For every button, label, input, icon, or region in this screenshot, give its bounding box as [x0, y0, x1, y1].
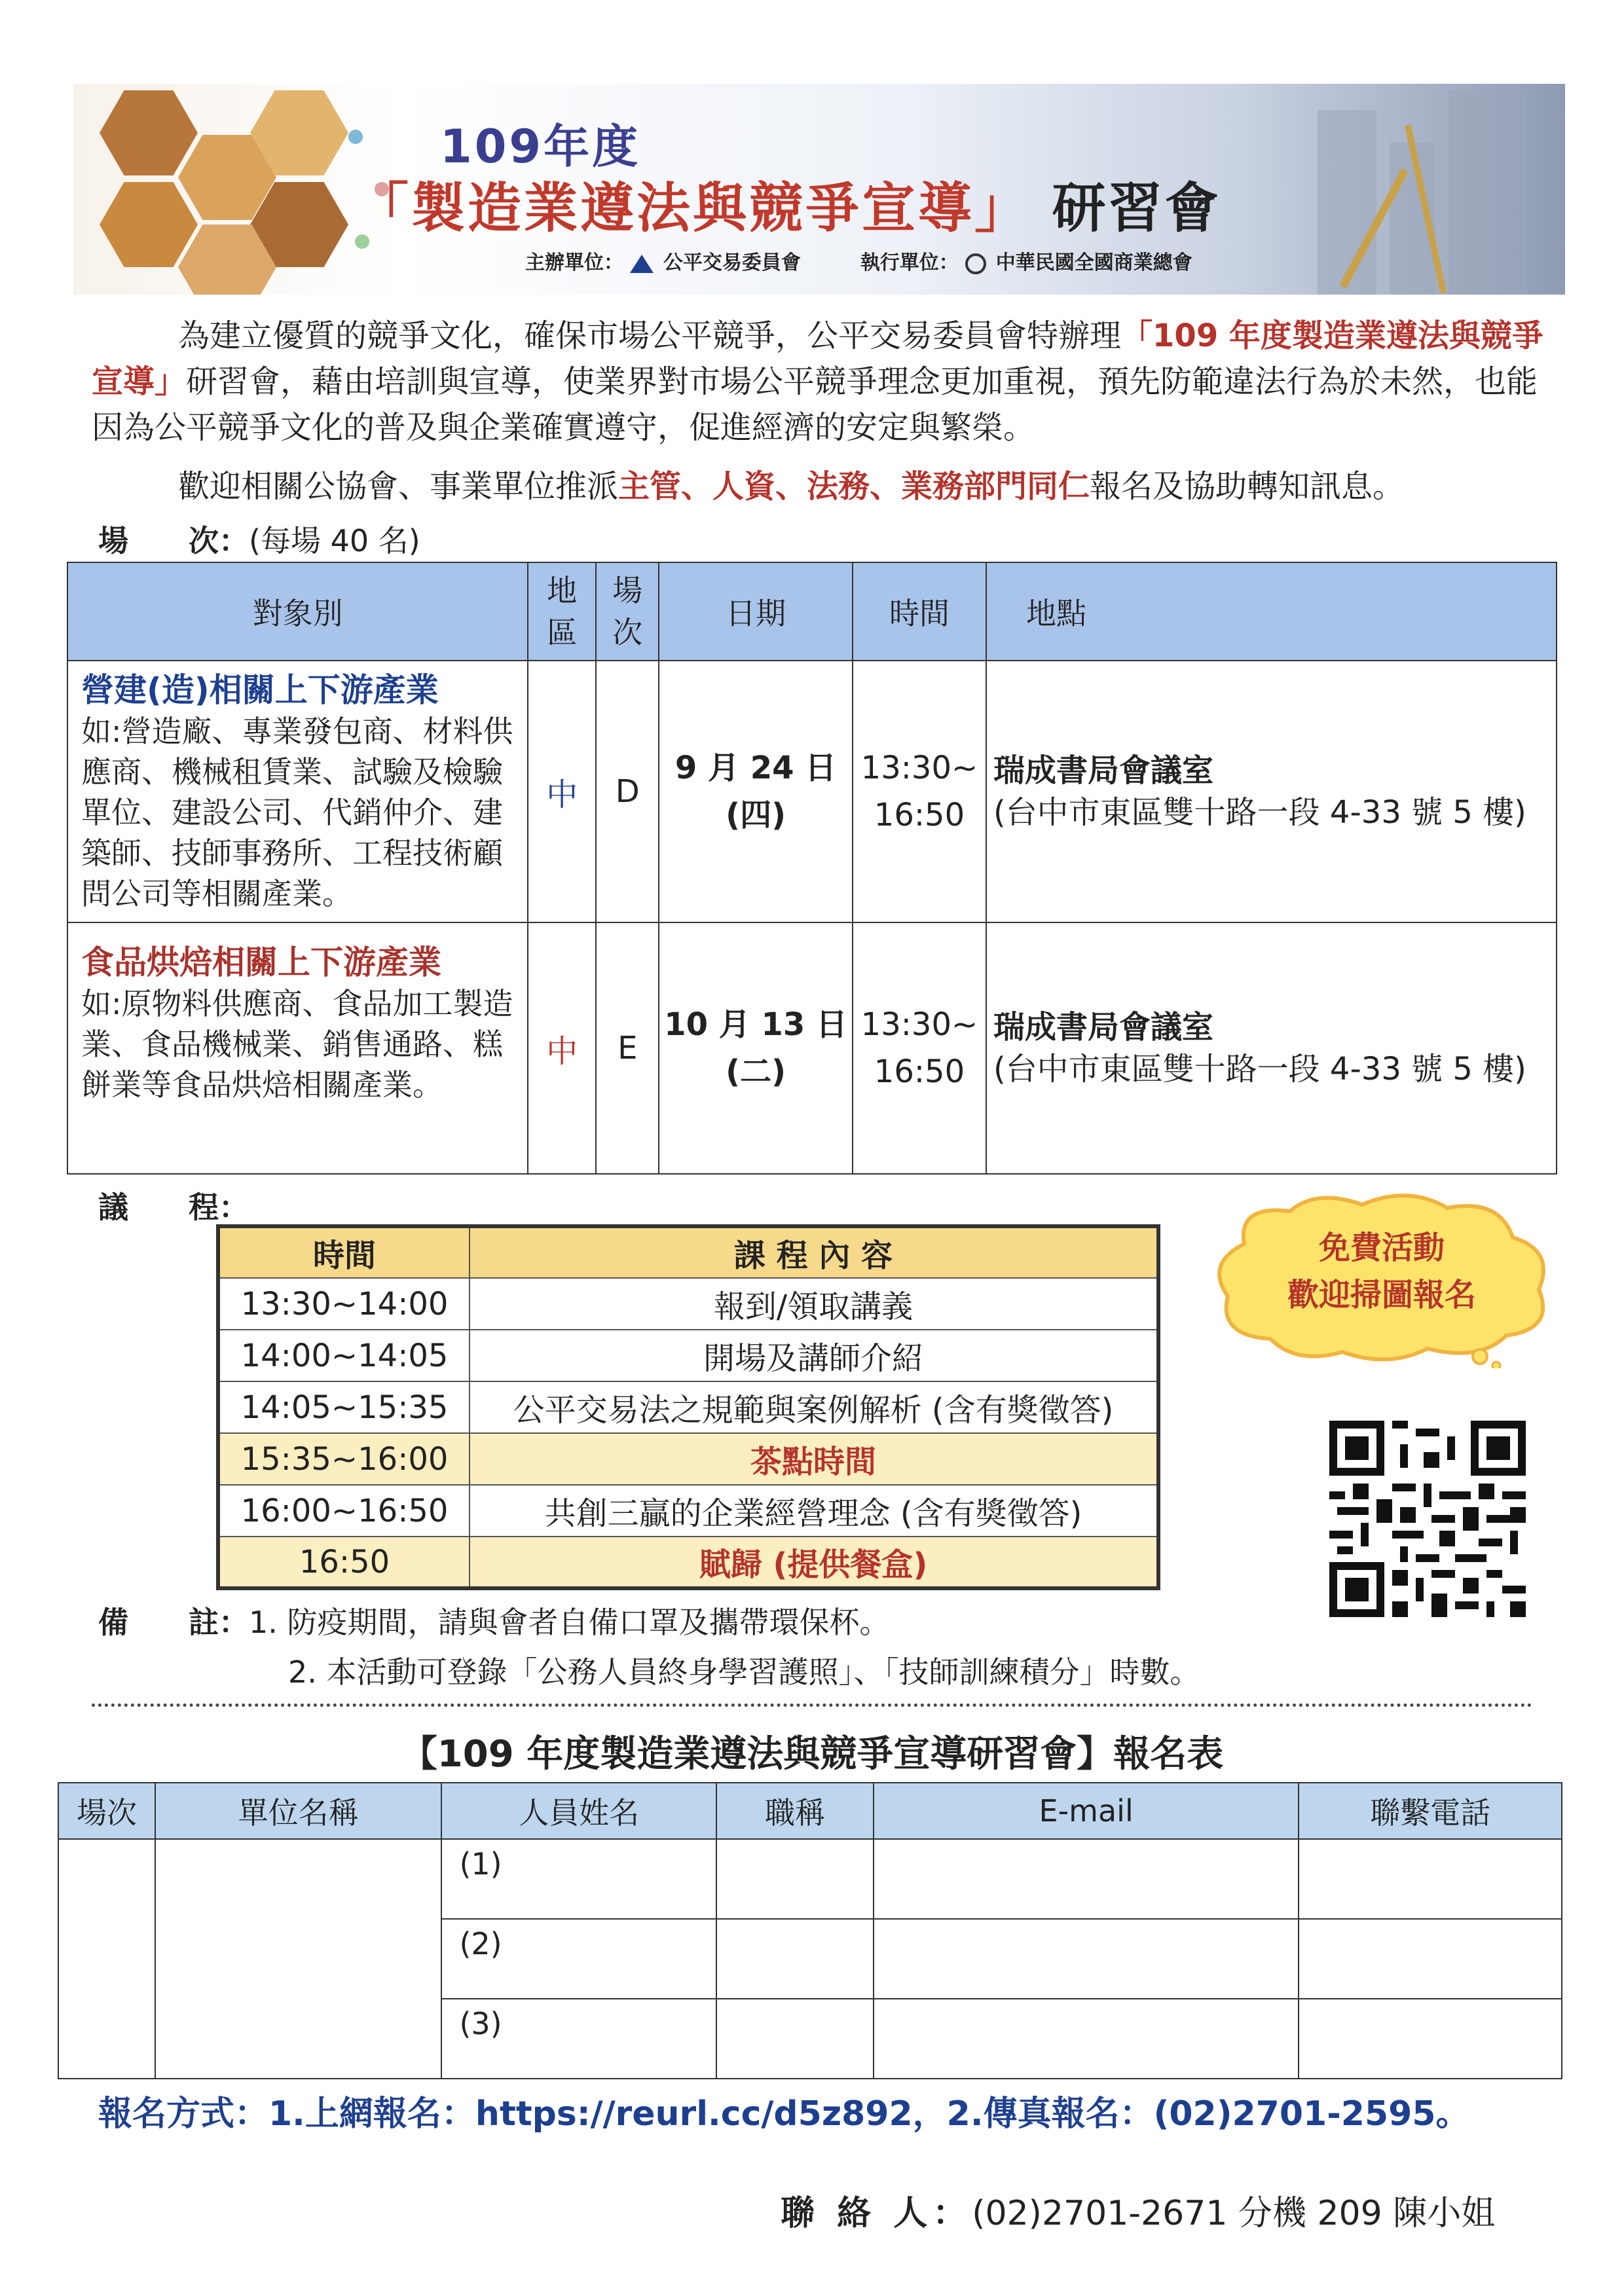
weekday-text: (二) [726, 1053, 786, 1090]
executor-label: 執行單位： [860, 251, 959, 274]
header-region: 地區 [528, 562, 596, 661]
form-email-field[interactable] [874, 1839, 1299, 1919]
executor-name: 中華民國全國商業總會 [995, 251, 1192, 274]
form-header-phone: 聯繫電話 [1299, 1783, 1562, 1839]
table-row [67, 922, 1557, 1174]
building-image [1318, 110, 1376, 295]
form-title-field[interactable] [716, 1919, 874, 1999]
header-time: 時間 [853, 562, 986, 661]
form-header-name: 人員姓名 [441, 1783, 716, 1839]
weekday-text: (四) [726, 797, 786, 833]
notes-section [98, 1597, 890, 1647]
agenda-content: 共創三贏的企業經營理念 (含有獎徵答) [470, 1485, 1158, 1537]
date-cell [659, 922, 853, 1174]
banner-year: 109年度 [440, 120, 641, 173]
agenda-row [218, 1381, 1158, 1433]
note-1: 1. 防疫期間，請與會者自備口罩及攜帶環保杯。 [249, 1605, 890, 1640]
form-row [58, 1839, 1562, 1919]
agenda-time: 16:50 [218, 1537, 470, 1588]
form-title: 【109 年度製造業遵法與競爭宣導研習會】報名表 [400, 1733, 1224, 1776]
qr-code[interactable] [1329, 1421, 1526, 1617]
form-name-field[interactable]: (2) [441, 1919, 716, 1999]
form-unit-field[interactable] [155, 1839, 442, 2079]
date-text: 10 月 13 日 [664, 1006, 847, 1043]
time-cell [853, 661, 986, 922]
pastry-image [100, 182, 198, 267]
header-date: 日期 [659, 562, 853, 661]
banner-title [355, 166, 1221, 242]
intro-highlight: 「109 年度製造業遵法與競爭宣導」 [92, 318, 1543, 400]
table-header-row [67, 562, 1557, 661]
form-name-field[interactable]: (3) [441, 1999, 716, 2079]
target-title: 營建(造)相關上下游產業 [81, 671, 439, 709]
agenda-row [218, 1485, 1158, 1537]
intro-text: 歡迎相關公協會、事業單位推派 [178, 468, 619, 505]
target-description: 如:原物料供應商、食品加工製造業、食品機械業、銷售通路、糕餅業等食品烘焙相關產業。 [81, 986, 513, 1102]
table-row [67, 661, 1557, 922]
agenda-time: 13:30~14:00 [218, 1278, 470, 1330]
agenda-content: 開場及講師介紹 [470, 1330, 1158, 1381]
time-start: 13:30~ [860, 750, 978, 786]
header-venue: 地點 [986, 562, 1557, 661]
target-cell [67, 922, 528, 1174]
agenda-label: 議 程： [98, 1190, 249, 1225]
date-text: 9 月 24 日 [674, 750, 837, 786]
contact-label: 聯 絡 人： [781, 2194, 972, 2233]
date-cell [659, 661, 853, 922]
bubble-text [1225, 1224, 1539, 1319]
intro-paragraph-2 [92, 464, 1545, 509]
organizer-name: 公平交易委員會 [663, 251, 801, 274]
form-session-field[interactable] [58, 1839, 155, 2079]
form-email-field[interactable] [874, 1999, 1299, 2079]
time-end: 16:50 [874, 797, 965, 833]
registration-method[interactable]: 報名方式：1.上網報名：https://reurl.cc/d5z892，2.傳真報名：(02)2701-2595。 [98, 2094, 1470, 2134]
intro-text: 為建立優質的競爭文化，確保市場公平競爭，公平交易委員會特辦理 [178, 318, 1122, 354]
form-phone-field[interactable] [1299, 1999, 1562, 2079]
agenda-header-time: 時間 [218, 1226, 470, 1278]
venue-address: (台中市東區雙十路一段 4-33 號 5 樓) [993, 1051, 1526, 1087]
bubble-line-1: 免費活動 [1318, 1230, 1445, 1266]
target-cell [67, 661, 528, 922]
commerce-logo-icon [965, 253, 986, 274]
agenda-time: 14:05~15:35 [218, 1381, 470, 1433]
agenda-header-content: 課 程 內 容 [470, 1226, 1158, 1278]
form-title-field[interactable] [716, 1839, 874, 1919]
registration-form-table [58, 1782, 1562, 2079]
form-title-field[interactable] [716, 1999, 874, 2079]
organizer-label: 主辦單位： [525, 251, 623, 274]
agenda-content: 茶點時間 [470, 1433, 1158, 1485]
form-header-unit: 單位名稱 [155, 1783, 442, 1839]
agenda-content: 公平交易法之規範與案例解析 (含有獎徵答) [470, 1381, 1158, 1433]
header-target: 對象別 [67, 562, 528, 661]
banner-title-main: 「製造業遵法與競爭宣導」 [355, 177, 1031, 240]
ftc-logo-icon [630, 255, 654, 273]
bubble-line-2: 歡迎掃圖報名 [1287, 1277, 1476, 1313]
notes-label: 備 註： [98, 1605, 249, 1640]
form-header-row [58, 1783, 1562, 1839]
intro-text: 研習會，藉由培訓與宣導，使業界對市場公平競爭理念更加重視，預先防範違法行為於未然，也能因為公平競爭文化的普及與企業確實遵守，促進經濟的安定與繁榮。 [92, 363, 1538, 446]
agenda-row [218, 1278, 1158, 1330]
target-title: 食品烘焙相關上下游產業 [81, 943, 441, 981]
venue-address: (台中市東區雙十路一段 4-33 號 5 樓) [993, 794, 1526, 831]
form-header-session: 場次 [58, 1783, 155, 1839]
venue-cell [986, 922, 1557, 1174]
form-phone-field[interactable] [1299, 1839, 1562, 1919]
form-header-title: 職稱 [716, 1783, 874, 1839]
target-description: 如:營造廠、專業發包商、材料供應商、機械租賃業、試驗及檢驗單位、建設公司、代銷仲介、建築師、技師事務所、工程技術顧問公司等相關產業。 [81, 714, 513, 911]
venue-name: 瑞成書局會議室 [993, 1009, 1213, 1046]
sessions-label-prefix: 場 次： [98, 523, 249, 558]
agenda-content: 賦歸 (提供餐盒) [470, 1537, 1158, 1588]
agenda-row [218, 1537, 1158, 1588]
header-banner [73, 84, 1565, 295]
time-start: 13:30~ [860, 1006, 978, 1043]
intro-text: 報名及協助轉知訊息。 [1090, 468, 1405, 505]
agenda-table [216, 1224, 1160, 1590]
venue-name: 瑞成書局會議室 [993, 752, 1213, 789]
banner-organizers [525, 246, 1192, 275]
sessions-label-note: (每場 40 名) [249, 523, 420, 558]
region-cell: 中 [528, 922, 596, 1174]
form-name-field[interactable]: (1) [441, 1839, 716, 1919]
intro-paragraph-1 [92, 313, 1545, 450]
contact-value: (02)2701-2671 分機 209 陳小姐 [972, 2194, 1496, 2233]
agenda-header-row [218, 1226, 1158, 1278]
pastry-image [100, 90, 198, 175]
agenda-row [218, 1330, 1158, 1381]
note-2: 2. 本活動可登錄「公務人員終身學習護照」、「技師訓練積分」時數。 [288, 1654, 1200, 1690]
intro-highlight: 主管、人資、法務、業務部門同仁 [618, 468, 1090, 505]
banner-title-suffix: 研習會 [1052, 177, 1221, 240]
agenda-time: 14:00~14:05 [218, 1330, 470, 1381]
agenda-time: 15:35~16:00 [218, 1433, 470, 1485]
venue-cell [986, 661, 1557, 922]
form-phone-field[interactable] [1299, 1919, 1562, 1999]
agenda-content: 報到/領取講義 [470, 1278, 1158, 1330]
sessions-table [67, 562, 1557, 1175]
agenda-time: 16:00~16:50 [218, 1485, 470, 1537]
form-header-email: E-mail [874, 1783, 1299, 1839]
divider [92, 1704, 1532, 1707]
contact-info [781, 2185, 1495, 2234]
form-email-field[interactable] [874, 1919, 1299, 1999]
session-cell: D [596, 661, 659, 922]
building-image [1449, 90, 1527, 295]
time-end: 16:50 [874, 1053, 965, 1090]
agenda-row [218, 1433, 1158, 1485]
header-session: 場次 [596, 562, 659, 661]
sessions-label [98, 517, 420, 560]
region-cell: 中 [528, 661, 596, 922]
deco-dot [348, 130, 363, 144]
session-cell: E [596, 922, 659, 1174]
time-cell [853, 922, 986, 1174]
